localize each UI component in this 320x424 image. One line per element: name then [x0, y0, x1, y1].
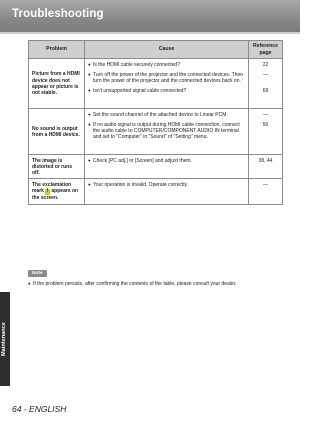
problem-cell: No sound is output from a HDMI device.: [29, 109, 85, 155]
problem-text: appears on the screen.: [32, 188, 79, 202]
table-row: [29, 155, 283, 179]
reference-page: —: [263, 71, 268, 78]
problem-cell: The image is distorted or runs off.: [29, 155, 85, 179]
reference-cell: [249, 109, 283, 155]
column-header-problem: Problem: [29, 41, 85, 59]
reference-cell: [249, 155, 283, 179]
cause-cell: [85, 179, 249, 205]
bullet-icon: ●: [88, 111, 91, 117]
page-title: Troubleshooting: [12, 8, 104, 20]
reference-page: 50: [262, 121, 269, 128]
cause-item: [85, 119, 248, 142]
table-row: [29, 179, 283, 205]
exclamation-mark-icon: !: [46, 188, 49, 195]
bullet-icon: ●: [88, 88, 91, 94]
column-header-cause: Cause: [85, 41, 249, 59]
bullet-icon: ●: [88, 157, 91, 163]
cause-text: If no audio signal is output during HDMI cable connection, connect the audio cable to COMPUTER/COMPONENT AUDIO IN terminal and set to "Computer" in "Sound" of "Setting" menu.: [93, 121, 240, 141]
reference-page: —: [263, 181, 268, 188]
column-header-reference: Reference page: [249, 41, 283, 59]
page-language: - ENGLISH: [23, 404, 67, 414]
reference-page: 69: [262, 88, 269, 95]
reference-cell: [249, 179, 283, 205]
side-tab-label: Maintenance: [1, 322, 7, 356]
cause-item: [85, 109, 248, 119]
reference-page: —: [263, 111, 268, 118]
bullet-icon: ●: [88, 71, 91, 77]
cause-item: [85, 155, 248, 165]
reference-cell: [249, 59, 283, 109]
table-row: [29, 59, 283, 109]
problem-cell: Picture from a HDMI device does not appear or picture is not stable.: [29, 59, 85, 109]
bullet-icon: ●: [88, 61, 91, 67]
bullet-icon: ●: [88, 121, 91, 127]
reference-page: 38, 44: [258, 157, 273, 164]
table-header-row: [29, 41, 283, 59]
cause-text: Is the HDMI cable securely connected?: [93, 61, 180, 68]
cause-cell: [85, 109, 249, 155]
cause-text: Set the sound channel of the attached device to Linear PCM.: [93, 111, 228, 118]
cause-cell: [85, 155, 249, 179]
page-number: 64: [12, 404, 22, 414]
note-section: [28, 261, 288, 287]
problem-text: The exclamation mark: [32, 182, 72, 195]
cause-text: Turn off the power of the projector and the connected devices. Then turn the power of the projector and the connected devices back on.: [93, 71, 244, 84]
note-body: If the problem persists, after confirming the contents of the table, please consult your dealer.: [33, 281, 237, 287]
bullet-icon: ●: [88, 181, 91, 187]
page-footer: [12, 404, 66, 414]
bullet-icon: ●: [28, 281, 31, 286]
cause-text: Isn't unsupported signal cable connected?: [93, 88, 187, 95]
problem-cell: [29, 179, 85, 205]
note-label: Note: [28, 270, 47, 277]
note-text: [28, 281, 288, 287]
header-underline: [0, 32, 300, 34]
cause-cell: [85, 59, 249, 109]
cause-item: [85, 86, 248, 96]
cause-item: [85, 69, 248, 85]
cause-item: [85, 179, 248, 189]
reference-page: 22: [262, 61, 269, 68]
table-row: [29, 109, 283, 155]
cause-text: Check [PC adj.] or [Screen] and adjust them.: [93, 157, 192, 164]
troubleshooting-table: [28, 40, 283, 205]
cause-item: [85, 59, 248, 69]
cause-text: Your operation is invalid. Operate correctly.: [93, 181, 189, 188]
